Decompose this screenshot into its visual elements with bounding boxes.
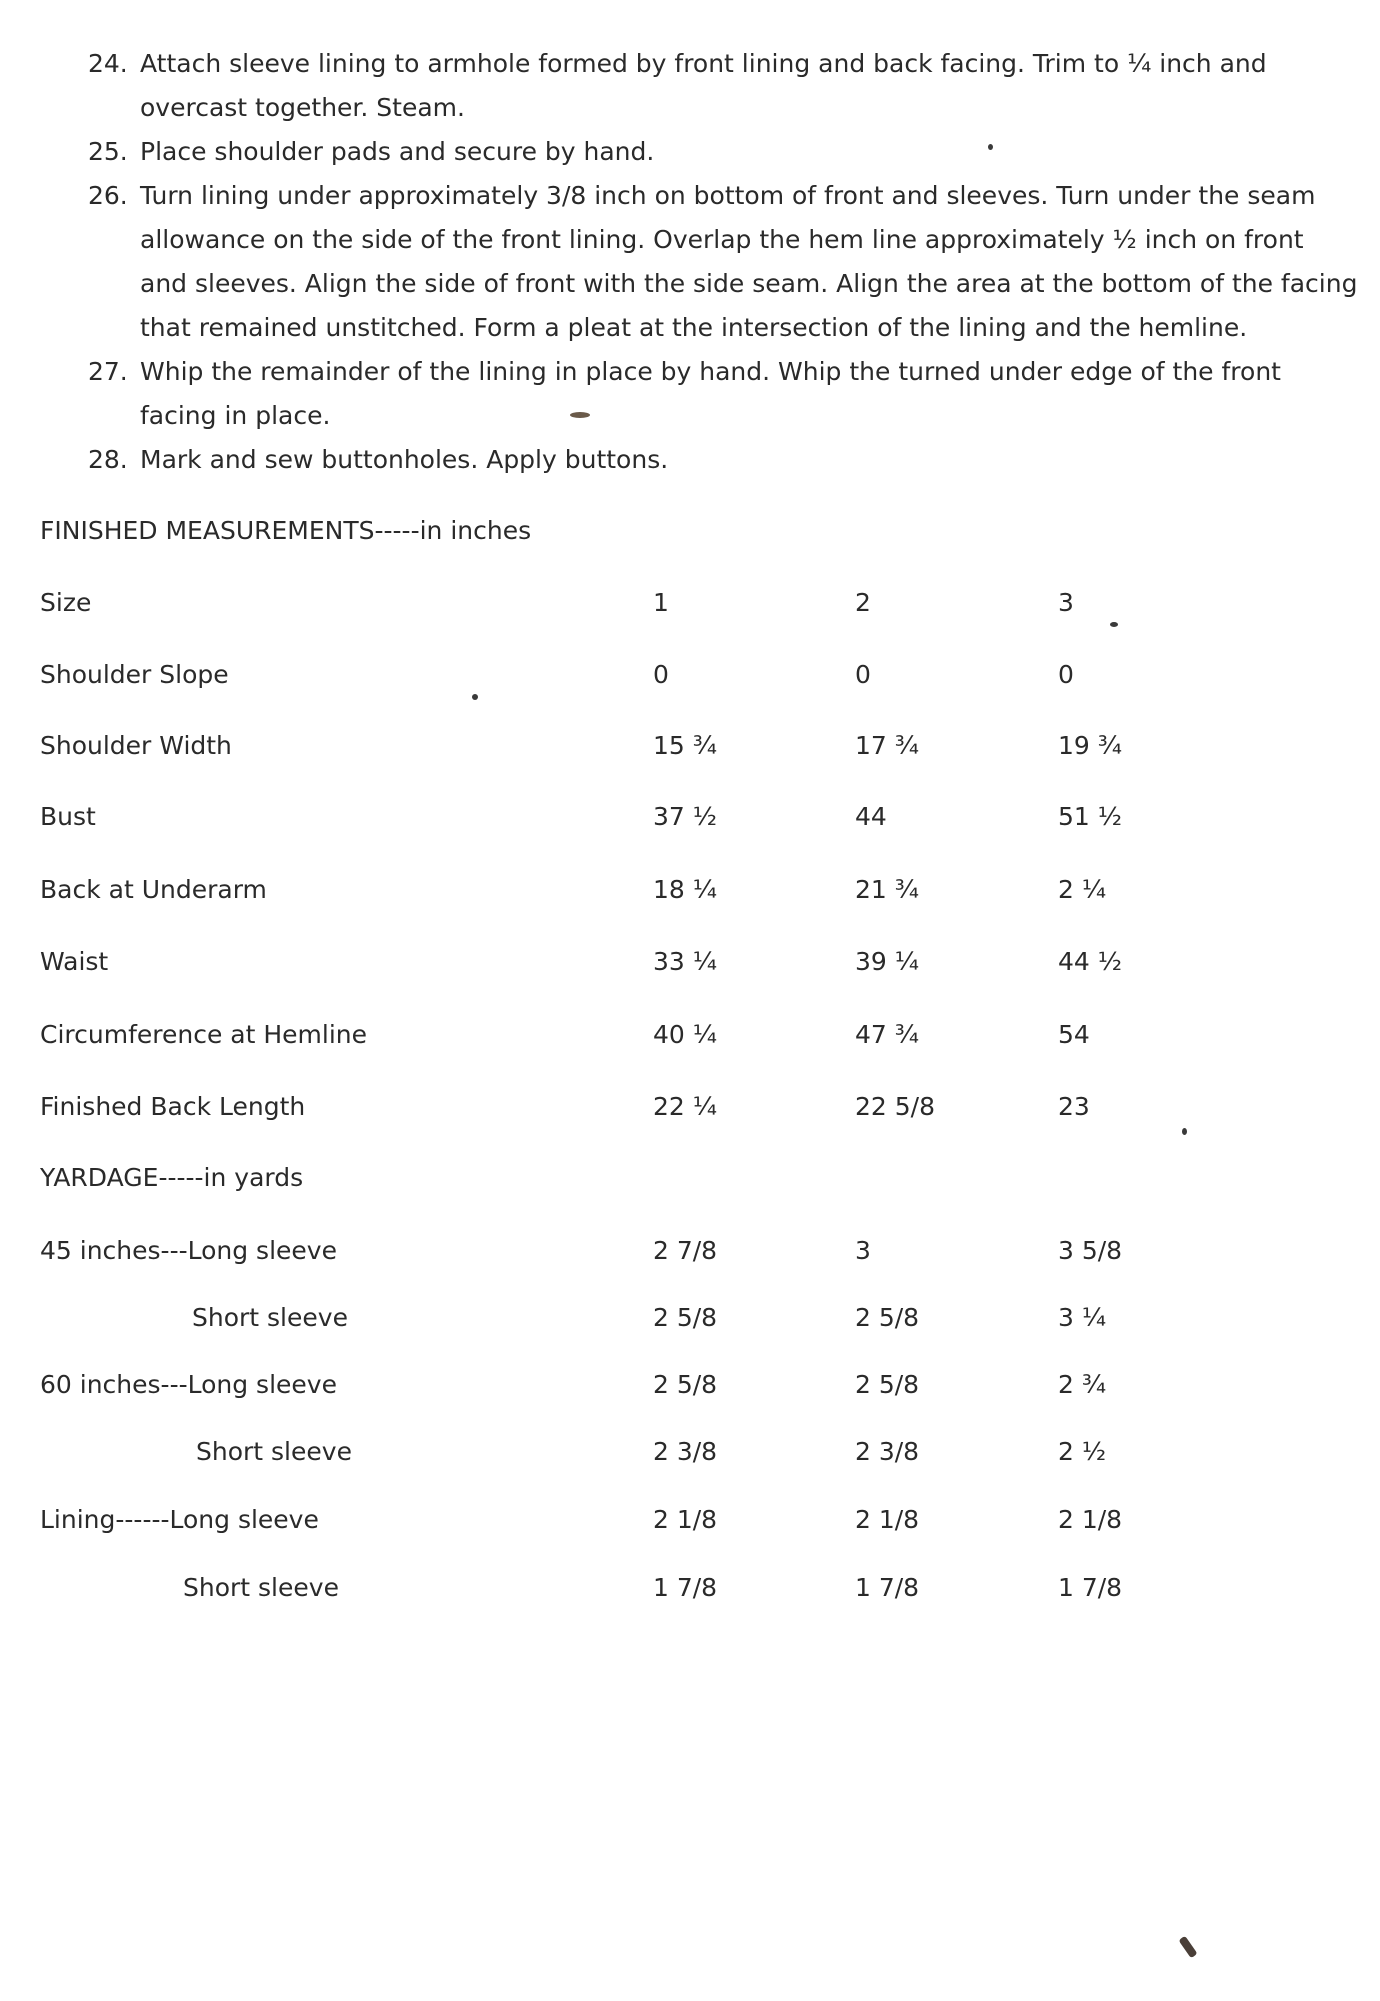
size-1-value: 1	[653, 588, 669, 617]
instruction-steps	[88, 42, 1358, 482]
size-1-value: 2 5/8	[653, 1370, 718, 1399]
size-1-value: 40 ¼	[653, 1020, 717, 1049]
measurement-row-bust	[0, 802, 1380, 842]
step-27	[88, 350, 1358, 438]
size-2-value: 39 ¼	[855, 947, 919, 976]
size-3-value: 2 1/8	[1058, 1505, 1123, 1534]
size-3-value: 3 5/8	[1058, 1236, 1123, 1265]
row-label: Short sleeve	[183, 1573, 339, 1602]
size-3-value: 19 ¾	[1058, 731, 1122, 760]
size-1-value: 2 7/8	[653, 1236, 718, 1265]
step-number: 26.	[88, 181, 128, 210]
size-3-value: 2 ¼	[1058, 875, 1107, 904]
row-label: Shoulder Width	[40, 731, 232, 760]
row-label: Bust	[40, 802, 96, 831]
step-text: Attach sleeve lining to armhole formed by front lining and back facing. Trim to ¼ inch and overcast together. Steam.	[140, 49, 1267, 122]
measurement-row-finished-back-length	[0, 1092, 1380, 1132]
scan-speck	[1178, 1936, 1197, 1959]
yardage-row-lining-short-sleeve	[0, 1573, 1380, 1613]
size-1-value: 22 ¼	[653, 1092, 717, 1121]
size-2-value: 2 1/8	[855, 1505, 920, 1534]
measurements-heading: FINISHED MEASUREMENTS-----in inches	[40, 516, 532, 545]
measurement-row-size	[0, 588, 1380, 628]
size-3-value: 3	[1058, 588, 1074, 617]
step-text: Whip the remainder of the lining in place by hand. Whip the turned under edge of the front facing in place.	[140, 357, 1281, 430]
yardage-row-45-short-sleeve	[0, 1303, 1380, 1343]
row-label: Size	[40, 588, 92, 617]
size-3-value: 23	[1058, 1092, 1090, 1121]
size-3-value: 51 ½	[1058, 802, 1122, 831]
step-number: 25.	[88, 137, 128, 166]
row-label: Finished Back Length	[40, 1092, 306, 1121]
yardage-row-60-long-sleeve	[0, 1370, 1380, 1410]
size-1-value: 0	[653, 660, 669, 689]
scan-speck	[570, 412, 590, 418]
step-number: 28.	[88, 445, 128, 474]
step-26	[88, 174, 1358, 350]
size-1-value: 15 ¾	[653, 731, 717, 760]
size-2-value: 2 3/8	[855, 1437, 920, 1466]
size-1-value: 18 ¼	[653, 875, 717, 904]
size-2-value: 3	[855, 1236, 871, 1265]
measurement-row-shoulder-slope	[0, 660, 1380, 700]
size-2-value: 47 ¾	[855, 1020, 919, 1049]
size-2-value: 1 7/8	[855, 1573, 920, 1602]
measurement-row-waist	[0, 947, 1380, 987]
row-label: Back at Underarm	[40, 875, 267, 904]
row-label: 45 inches---Long sleeve	[40, 1236, 337, 1265]
size-2-value: 2 5/8	[855, 1303, 920, 1332]
yardage-row-lining-long-sleeve	[0, 1505, 1380, 1545]
step-text: Turn lining under approximately 3/8 inch on bottom of front and sleeves. Turn under the seam allowance on the side of the front lining. Overlap the hem line approximately ½ inch on front and sleeves. Align the side of front with the side seam. Align the area at the bottom of the facing that remained unstitched. Form a pleat at the intersection of the lining and the hemline.	[140, 181, 1358, 342]
row-label: Short sleeve	[192, 1303, 348, 1332]
measurement-row-shoulder-width	[0, 731, 1380, 771]
step-number: 27.	[88, 357, 128, 386]
row-label: Waist	[40, 947, 109, 976]
size-3-value: 1 7/8	[1058, 1573, 1123, 1602]
size-2-value: 21 ¾	[855, 875, 919, 904]
size-3-value: 44 ½	[1058, 947, 1122, 976]
size-1-value: 2 1/8	[653, 1505, 718, 1534]
size-2-value: 2 5/8	[855, 1370, 920, 1399]
step-number: 24.	[88, 49, 128, 78]
row-label: Circumference at Hemline	[40, 1020, 368, 1049]
row-label: Short sleeve	[196, 1437, 352, 1466]
size-1-value: 2 5/8	[653, 1303, 718, 1332]
size-2-value: 17 ¾	[855, 731, 919, 760]
size-2-value: 22 5/8	[855, 1092, 935, 1121]
size-1-value: 1 7/8	[653, 1573, 718, 1602]
size-2-value: 0	[855, 660, 871, 689]
scan-speck	[1110, 622, 1118, 627]
yardage-row-45-long-sleeve	[0, 1236, 1380, 1276]
row-label: 60 inches---Long sleeve	[40, 1370, 337, 1399]
row-label: Lining------Long sleeve	[40, 1505, 319, 1534]
scan-speck	[472, 694, 478, 700]
size-3-value: 2 ¾	[1058, 1370, 1107, 1399]
yardage-heading: YARDAGE-----in yards	[40, 1163, 304, 1192]
size-2-value: 2	[855, 588, 871, 617]
scan-speck	[1182, 1128, 1187, 1135]
size-1-value: 2 3/8	[653, 1437, 718, 1466]
measurement-row-back-at-underarm	[0, 875, 1380, 915]
step-28	[88, 438, 1358, 482]
size-3-value: 0	[1058, 660, 1074, 689]
size-3-value: 54	[1058, 1020, 1090, 1049]
size-2-value: 44	[855, 802, 887, 831]
measurement-row-circumference-at-hemline	[0, 1020, 1380, 1060]
step-text: Place shoulder pads and secure by hand.	[140, 137, 655, 166]
step-25	[88, 130, 1358, 174]
size-3-value: 3 ¼	[1058, 1303, 1107, 1332]
step-24	[88, 42, 1358, 130]
step-text: Mark and sew buttonholes. Apply buttons.	[140, 445, 669, 474]
row-label: Shoulder Slope	[40, 660, 229, 689]
scan-speck	[988, 144, 993, 150]
size-3-value: 2 ½	[1058, 1437, 1107, 1466]
yardage-row-60-short-sleeve	[0, 1437, 1380, 1477]
size-1-value: 33 ¼	[653, 947, 717, 976]
size-1-value: 37 ½	[653, 802, 717, 831]
